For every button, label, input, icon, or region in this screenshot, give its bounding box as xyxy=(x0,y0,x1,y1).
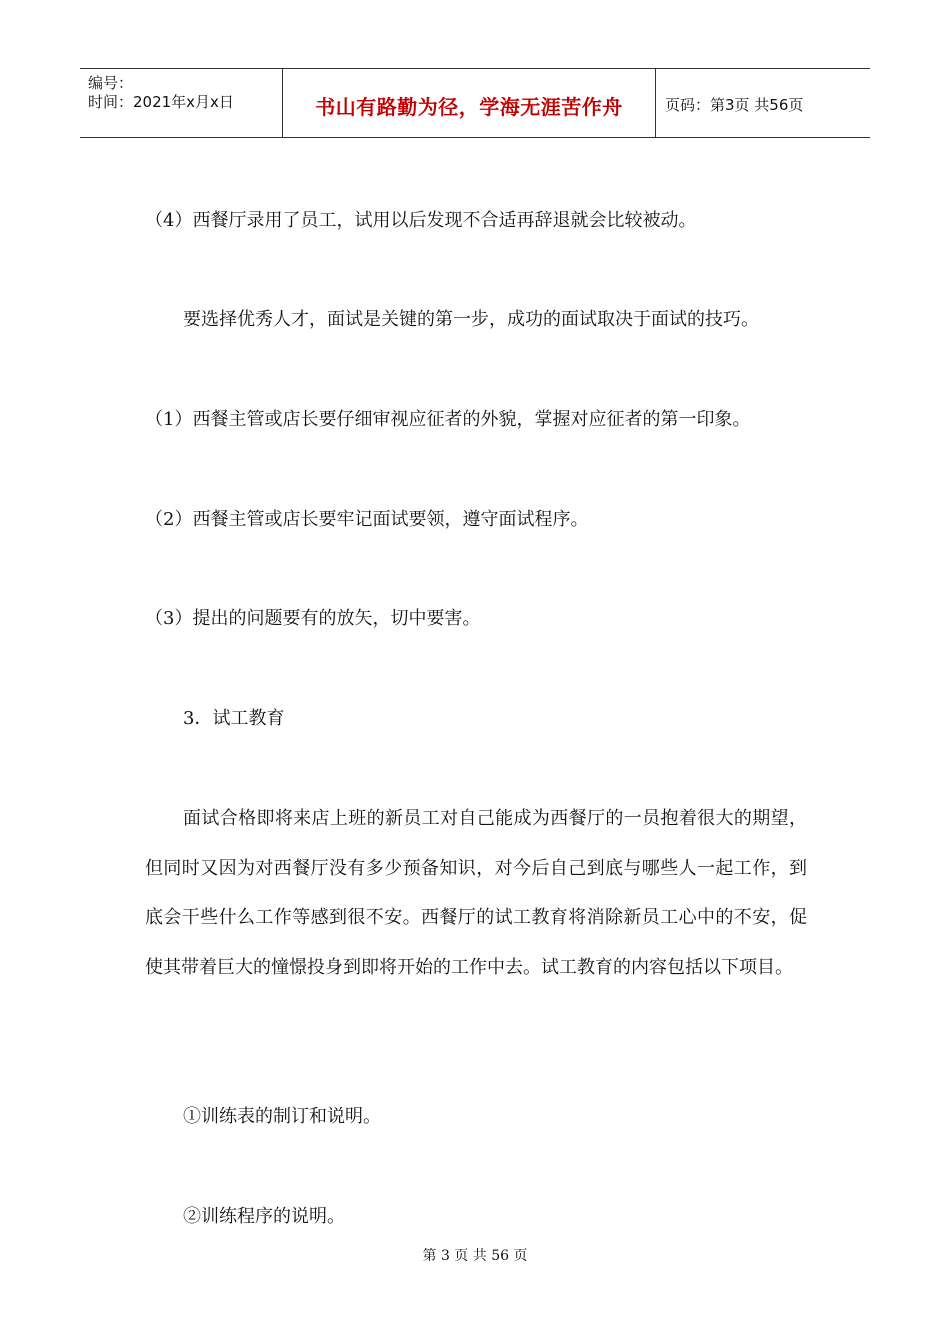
header-motto: 书山有路勤为径，学海无涯苦作舟 xyxy=(315,95,623,119)
section-heading: 3．试工教育 xyxy=(183,708,285,729)
paragraph-2: 要选择优秀人才，面试是关键的第一步，成功的面试取决于面试的技巧。 xyxy=(183,309,759,330)
list-item-2: ②训练程序的说明。 xyxy=(183,1206,345,1227)
paragraph-3: （1）西餐主管或店长要仔细审视应征者的外貌，掌握对应征者的第一印象。 xyxy=(145,409,751,430)
document-time-label: 时间：2021年x月x日 xyxy=(88,93,234,111)
header-page-info: 页码：第3页 共56页 xyxy=(665,96,804,114)
list-item-1: ①训练表的制订和说明。 xyxy=(183,1106,381,1127)
header-page-cell xyxy=(655,69,870,137)
paragraph-6: 面试合格即将来店上班的新员工对自己能成为西餐厅的一员抱着很大的期望，但同时又因为对西餐厅没有多少预备知识，对今后自己到底与哪些人一起工作，到底会干些什么工作等感到很不安。西餐厅的试工教育将消除新员工心中的不安，促使其带着巨大的憧憬投身到即将开始的工作中去。试工教育的内容包括以下项目。 xyxy=(145,808,807,978)
page-header xyxy=(80,68,870,138)
paragraph-4: （2）西餐主管或店长要牢记面试要领，遵守面试程序。 xyxy=(145,509,589,530)
paragraph-1: （4）西餐厅录用了员工，试用以后发现不合适再辞退就会比较被动。 xyxy=(145,210,697,231)
document-number-label: 编号： xyxy=(88,74,134,92)
paragraph-5: （3）提出的问题要有的放矢，切中要害。 xyxy=(145,608,481,629)
header-motto-cell xyxy=(282,69,656,137)
header-meta-cell xyxy=(80,69,282,137)
page-footer: 第 3 页 共 56 页 xyxy=(422,1248,528,1264)
